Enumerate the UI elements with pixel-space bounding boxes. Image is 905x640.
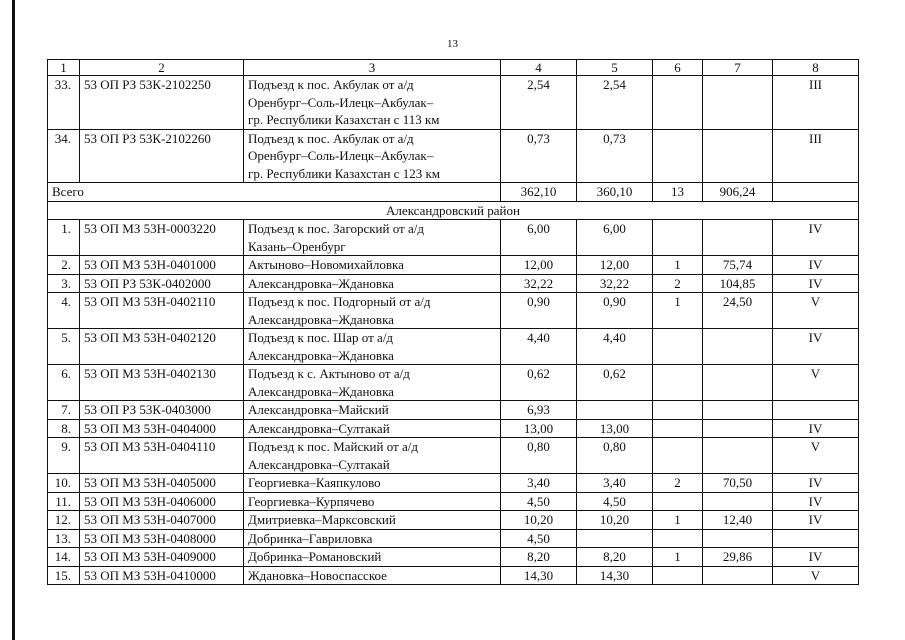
road-code: 53 ОП МЗ 53Н-0406000 xyxy=(80,492,244,511)
row-number: 12. xyxy=(48,511,80,530)
table-row xyxy=(48,529,859,548)
row-number: 34. xyxy=(48,129,80,183)
bridge-length: 12,40 xyxy=(703,511,773,530)
bridge-count xyxy=(653,329,703,365)
road-name xyxy=(244,256,501,275)
road-name xyxy=(244,401,501,420)
bridge-length: 24,50 xyxy=(703,293,773,329)
bridge-length xyxy=(703,566,773,585)
road-code: 53 ОП МЗ 53Н-0003220 xyxy=(80,220,244,256)
total-paved-length: 360,10 xyxy=(577,183,653,202)
paved-length-value: 0,62 xyxy=(577,365,653,401)
road-name-line: Подъезд к с. Актыново от а/д xyxy=(248,366,410,381)
roads-table xyxy=(47,59,859,585)
bridge-count: 2 xyxy=(653,474,703,493)
road-code: 53 ОП РЗ 53К-0403000 xyxy=(80,401,244,420)
row-number: 15. xyxy=(48,566,80,585)
road-category: V xyxy=(773,566,859,585)
length-value: 14,30 xyxy=(501,566,577,585)
road-name xyxy=(244,129,501,183)
road-category: V xyxy=(773,293,859,329)
road-name-line: Георгиевка–Курпячево xyxy=(248,493,375,509)
road-name xyxy=(244,419,501,438)
bridge-count: 2 xyxy=(653,274,703,293)
row-number: 2. xyxy=(48,256,80,275)
column-number: 6 xyxy=(653,60,703,76)
road-name xyxy=(244,293,501,329)
bridge-length xyxy=(703,438,773,474)
length-value: 12,00 xyxy=(501,256,577,275)
road-name-line: Георгиевка–Каяпкулово xyxy=(248,475,381,490)
total-length: 362,10 xyxy=(501,183,577,202)
row-number: 3. xyxy=(48,274,80,293)
road-code: 53 ОП МЗ 53Н-0407000 xyxy=(80,511,244,530)
road-name xyxy=(244,220,501,256)
row-number: 33. xyxy=(48,76,80,130)
length-value: 2,54 xyxy=(501,76,577,130)
bridge-length xyxy=(703,401,773,420)
road-category: V xyxy=(773,438,859,474)
road-category: III xyxy=(773,129,859,183)
column-number: 5 xyxy=(577,60,653,76)
total-row xyxy=(48,183,859,202)
column-number: 4 xyxy=(501,60,577,76)
bridge-length xyxy=(703,129,773,183)
table-row xyxy=(48,548,859,567)
road-category: III xyxy=(773,76,859,130)
table-row xyxy=(48,511,859,530)
length-value: 13,00 xyxy=(501,419,577,438)
bridge-count xyxy=(653,438,703,474)
road-name xyxy=(244,329,501,365)
road-name-line: Александровка–Ждановка xyxy=(248,275,394,291)
road-name-line: Добринка–Гавриловка xyxy=(248,530,373,546)
page-number: 13 xyxy=(447,38,458,50)
road-name-line: Оренбург–Соль-Илецк–Акбулак– xyxy=(248,148,434,163)
road-name-line: Александровка–Ждановка xyxy=(248,383,394,399)
road-name-line: гр. Республики Казахстан с 123 км xyxy=(248,165,440,181)
road-category: IV xyxy=(773,419,859,438)
road-name-line: Ждановка–Новоспасское xyxy=(248,567,387,583)
bridge-count: 1 xyxy=(653,293,703,329)
length-value: 8,20 xyxy=(501,548,577,567)
road-name xyxy=(244,529,501,548)
bridge-length: 104,85 xyxy=(703,274,773,293)
road-name xyxy=(244,274,501,293)
table-row xyxy=(48,401,859,420)
length-value: 4,50 xyxy=(501,492,577,511)
road-category: V xyxy=(773,365,859,401)
road-category: IV xyxy=(773,511,859,530)
road-code: 53 ОП МЗ 53Н-0404110 xyxy=(80,438,244,474)
paved-length-value: 3,40 xyxy=(577,474,653,493)
table-row xyxy=(48,256,859,275)
bridge-count xyxy=(653,365,703,401)
row-number: 14. xyxy=(48,548,80,567)
table-row xyxy=(48,566,859,585)
road-name-line: Подъезд к пос. Акбулак от а/д xyxy=(248,130,414,146)
road-code: 53 ОП МЗ 53Н-0402120 xyxy=(80,329,244,365)
road-name xyxy=(244,438,501,474)
road-code: 53 ОП МЗ 53Н-0402110 xyxy=(80,293,244,329)
paved-length-value: 0,80 xyxy=(577,438,653,474)
paved-length-value xyxy=(577,401,653,420)
bridge-count xyxy=(653,492,703,511)
column-number: 8 xyxy=(773,60,859,76)
row-number: 10. xyxy=(48,474,80,493)
bridge-length xyxy=(703,365,773,401)
bridge-length xyxy=(703,76,773,130)
row-number: 11. xyxy=(48,492,80,511)
road-name xyxy=(244,76,501,130)
length-value: 0,90 xyxy=(501,293,577,329)
road-code: 53 ОП МЗ 53Н-0402130 xyxy=(80,365,244,401)
bridge-length: 70,50 xyxy=(703,474,773,493)
road-name-line: Подъезд к пос. Акбулак от а/д xyxy=(248,77,414,92)
road-category: IV xyxy=(773,220,859,256)
road-name-line: Подъезд к пос. Шар от а/д xyxy=(248,330,394,345)
length-value: 32,22 xyxy=(501,274,577,293)
road-name-line: Александровка–Ждановка xyxy=(248,347,394,363)
road-code: 53 ОП МЗ 53Н-0405000 xyxy=(80,474,244,493)
bridge-count xyxy=(653,76,703,130)
paved-length-value: 12,00 xyxy=(577,256,653,275)
road-category: IV xyxy=(773,474,859,493)
bridge-count xyxy=(653,566,703,585)
road-code: 53 ОП МЗ 53Н-0404000 xyxy=(80,419,244,438)
length-value: 6,00 xyxy=(501,220,577,256)
road-name xyxy=(244,566,501,585)
bridge-length xyxy=(703,329,773,365)
row-number: 7. xyxy=(48,401,80,420)
road-category xyxy=(773,529,859,548)
length-value: 0,73 xyxy=(501,129,577,183)
bridge-count xyxy=(653,419,703,438)
length-value: 6,93 xyxy=(501,401,577,420)
row-number: 1. xyxy=(48,220,80,256)
road-code: 53 ОП МЗ 53Н-0401000 xyxy=(80,256,244,275)
table-row xyxy=(48,474,859,493)
table-row xyxy=(48,419,859,438)
bridge-count: 1 xyxy=(653,548,703,567)
road-name-line: Александровка–Майский xyxy=(248,402,389,417)
road-name xyxy=(244,511,501,530)
table-row xyxy=(48,365,859,401)
road-category: IV xyxy=(773,329,859,365)
bridge-count: 1 xyxy=(653,511,703,530)
road-code: 53 ОП МЗ 53Н-0408000 xyxy=(80,529,244,548)
paved-length-value: 8,20 xyxy=(577,548,653,567)
table-row xyxy=(48,293,859,329)
road-name-line: Александровка–Ждановка xyxy=(248,311,394,327)
length-value: 4,40 xyxy=(501,329,577,365)
road-code: 53 ОП МЗ 53Н-0410000 xyxy=(80,566,244,585)
road-code: 53 ОП МЗ 53Н-0409000 xyxy=(80,548,244,567)
road-category: IV xyxy=(773,492,859,511)
column-number: 7 xyxy=(703,60,773,76)
length-value: 0,80 xyxy=(501,438,577,474)
road-name-line: Оренбург–Соль-Илецк–Акбулак– xyxy=(248,94,434,110)
total-label: Всего xyxy=(48,183,501,202)
column-number: 1 xyxy=(48,60,80,76)
length-value: 3,40 xyxy=(501,474,577,493)
column-number-row xyxy=(48,60,859,76)
road-name-line: Актыново–Новомихайловка xyxy=(248,257,404,272)
length-value: 4,50 xyxy=(501,529,577,548)
road-name-line: Александровка–Султакай xyxy=(248,456,390,472)
paved-length-value: 4,40 xyxy=(577,329,653,365)
bridge-count xyxy=(653,129,703,183)
road-category: IV xyxy=(773,274,859,293)
bridge-length xyxy=(703,220,773,256)
total-bridge-length: 906,24 xyxy=(703,183,773,202)
column-number: 3 xyxy=(244,60,501,76)
road-code: 53 ОП РЗ 53К-2102250 xyxy=(80,76,244,130)
paved-length-value: 13,00 xyxy=(577,419,653,438)
length-value: 0,62 xyxy=(501,365,577,401)
road-name-line: гр. Республики Казахстан с 113 км xyxy=(248,112,440,127)
road-name-line: Добринка–Романовский xyxy=(248,549,382,564)
column-number: 2 xyxy=(80,60,244,76)
bridge-length xyxy=(703,492,773,511)
road-name xyxy=(244,474,501,493)
table-row xyxy=(48,329,859,365)
road-name-line: Подъезд к пос. Загорский от а/д xyxy=(248,221,424,236)
paved-length-value: 6,00 xyxy=(577,220,653,256)
row-number: 8. xyxy=(48,419,80,438)
binding-margin-line xyxy=(12,0,15,640)
row-number: 6. xyxy=(48,365,80,401)
paved-length-value: 14,30 xyxy=(577,566,653,585)
road-category xyxy=(773,401,859,420)
table-row xyxy=(48,129,859,183)
road-name-line: Дмитриевка–Марксовский xyxy=(248,512,396,527)
row-number: 5. xyxy=(48,329,80,365)
paved-length-value: 0,73 xyxy=(577,129,653,183)
table-row xyxy=(48,76,859,130)
road-name-line: Подъезд к пос. Майский от а/д xyxy=(248,439,418,454)
road-name-line: Александровка–Султакай xyxy=(248,420,390,436)
paved-length-value: 10,20 xyxy=(577,511,653,530)
bridge-count xyxy=(653,220,703,256)
road-code: 53 ОП РЗ 53К-0402000 xyxy=(80,274,244,293)
road-name-line: Казань–Оренбург xyxy=(248,238,346,254)
row-number: 13. xyxy=(48,529,80,548)
bridge-length: 29,86 xyxy=(703,548,773,567)
length-value: 10,20 xyxy=(501,511,577,530)
bridge-length xyxy=(703,529,773,548)
bridge-length xyxy=(703,419,773,438)
road-category: IV xyxy=(773,548,859,567)
paved-length-value: 32,22 xyxy=(577,274,653,293)
bridge-count xyxy=(653,401,703,420)
road-name xyxy=(244,365,501,401)
paved-length-value: 0,90 xyxy=(577,293,653,329)
paved-length-value: 2,54 xyxy=(577,76,653,130)
bridge-count: 1 xyxy=(653,256,703,275)
table-row xyxy=(48,220,859,256)
paved-length-value xyxy=(577,529,653,548)
road-name-line: Подъезд к пос. Подгорный от а/д xyxy=(248,294,431,309)
total-bridge-count: 13 xyxy=(653,183,703,202)
district-row xyxy=(48,201,859,220)
bridge-count xyxy=(653,529,703,548)
road-name xyxy=(244,492,501,511)
row-number: 9. xyxy=(48,438,80,474)
total-category xyxy=(773,183,859,202)
bridge-length: 75,74 xyxy=(703,256,773,275)
road-name xyxy=(244,548,501,567)
table-body xyxy=(48,60,859,585)
table-row xyxy=(48,274,859,293)
district-heading: Александровский район xyxy=(48,201,859,220)
paved-length-value: 4,50 xyxy=(577,492,653,511)
row-number: 4. xyxy=(48,293,80,329)
table-row xyxy=(48,438,859,474)
table-row xyxy=(48,492,859,511)
road-code: 53 ОП РЗ 53К-2102260 xyxy=(80,129,244,183)
road-category: IV xyxy=(773,256,859,275)
